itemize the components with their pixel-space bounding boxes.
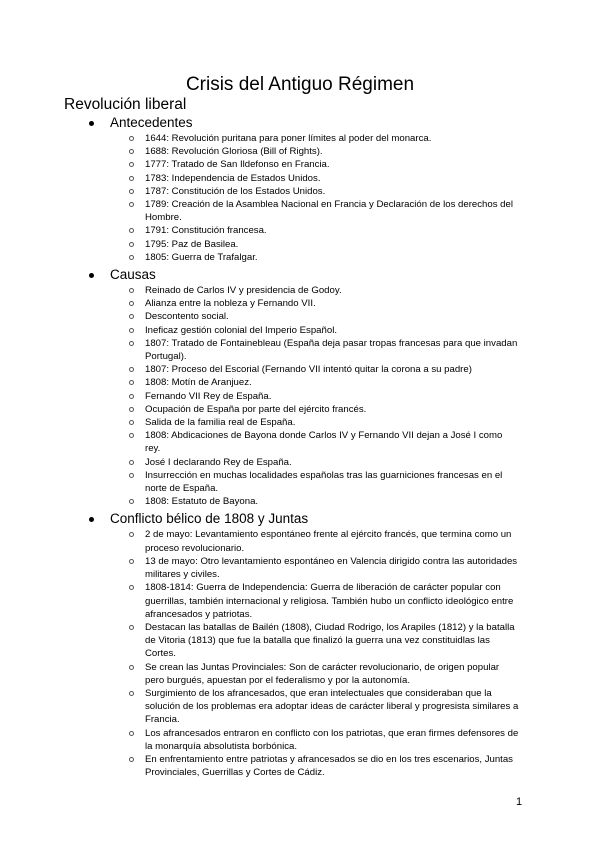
hollow-bullet-icon bbox=[129, 691, 134, 696]
list-item bbox=[0, 727, 520, 753]
outline-section bbox=[0, 114, 600, 264]
list-item bbox=[0, 185, 520, 198]
list-item bbox=[0, 238, 520, 251]
list-item bbox=[0, 172, 520, 185]
list-item-text: 1807: Proceso del Escorial (Fernando VII intentó quitar la corona a su padre) bbox=[145, 364, 472, 376]
list-item bbox=[0, 403, 520, 416]
list-item bbox=[0, 224, 520, 237]
document-title: Crisis del Antiguo Régimen bbox=[185, 74, 415, 95]
sub-list bbox=[0, 528, 600, 779]
bullet-icon bbox=[89, 121, 94, 126]
list-item-text: 1787: Constitución de los Estados Unidos. bbox=[145, 185, 326, 197]
list-item bbox=[0, 310, 520, 323]
list-item bbox=[0, 661, 520, 687]
list-item-text: Salida de la familia real de España. bbox=[145, 417, 296, 429]
hollow-bullet-icon bbox=[129, 242, 134, 247]
outline-section bbox=[0, 266, 600, 508]
hollow-bullet-icon bbox=[129, 473, 134, 478]
hollow-bullet-icon bbox=[129, 731, 134, 736]
section-label: Conflicto bélico de 1808 y Juntas bbox=[110, 511, 309, 527]
list-item-text: 1688: Revolución Gloriosa (Bill of Rights). bbox=[145, 146, 323, 158]
hollow-bullet-icon bbox=[129, 380, 134, 385]
list-item bbox=[0, 416, 520, 429]
list-item bbox=[0, 297, 520, 310]
hollow-bullet-icon bbox=[129, 460, 134, 465]
list-item bbox=[0, 198, 520, 224]
list-item-text: En enfrentamiento entre patriotas y afrancesados se dio en los tres escenarios, Juntas Provinciales, Guerrillas y Cortes de Cádiz. bbox=[145, 753, 513, 779]
list-item-text: 1808: Estatuto de Bayona. bbox=[145, 496, 259, 508]
list-item-text: 2 de mayo: Levantamiento espontáneo frente al ejército francés, que termina como un proceso revolucionario. bbox=[145, 529, 512, 554]
list-item-text: 1783: Independencia de Estados Unidos. bbox=[145, 172, 321, 184]
hollow-bullet-icon bbox=[129, 314, 134, 319]
hollow-bullet-icon bbox=[129, 433, 134, 438]
list-item-text: Insurrección en muchas localidades españolas tras las guarniciones francesas en el norte de España. bbox=[145, 469, 503, 495]
bullet-icon bbox=[89, 517, 94, 522]
hollow-bullet-icon bbox=[129, 328, 134, 333]
hollow-bullet-icon bbox=[129, 228, 134, 233]
list-item bbox=[0, 495, 520, 508]
list-item-text: Descontento social. bbox=[145, 311, 229, 323]
hollow-bullet-icon bbox=[129, 176, 134, 181]
hollow-bullet-icon bbox=[129, 559, 134, 564]
hollow-bullet-icon bbox=[129, 255, 134, 260]
hollow-bullet-icon bbox=[129, 341, 134, 346]
list-item bbox=[0, 145, 520, 158]
list-item bbox=[0, 555, 520, 581]
hollow-bullet-icon bbox=[129, 301, 134, 306]
list-item-text: Ocupación de España por parte del ejército francés. bbox=[145, 403, 367, 415]
list-item-text: Destacan las batallas de Bailén (1808), Ciudad Rodrigo, los Arapiles (1812) y la batalla de Vitoria (1813) que fue la batalla que finalizó la guerra una vez constituidlas las Cortes. bbox=[145, 621, 515, 660]
list-item-text: 1791: Constitución francesa. bbox=[145, 225, 267, 237]
list-item bbox=[0, 687, 520, 727]
list-item bbox=[0, 528, 520, 554]
hollow-bullet-icon bbox=[129, 757, 134, 762]
hollow-bullet-icon bbox=[129, 665, 134, 670]
section-label: Antecedentes bbox=[110, 115, 193, 130]
hollow-bullet-icon bbox=[129, 162, 134, 167]
section-bullet-heading bbox=[0, 510, 600, 528]
list-item-text: 1808: Motín de Aranjuez. bbox=[145, 377, 252, 389]
hollow-bullet-icon bbox=[129, 367, 134, 372]
hollow-bullet-icon bbox=[129, 532, 134, 537]
list-item-text: Ineficaz gestión colonial del Imperio Español. bbox=[145, 324, 337, 336]
list-item-text: 13 de mayo: Otro levantamiento espontáneo en Valencia dirigido contra las autoridades militares y civiles. bbox=[145, 555, 518, 581]
list-item bbox=[0, 363, 520, 376]
bullet-icon bbox=[89, 273, 94, 278]
sub-list bbox=[0, 132, 600, 264]
outline bbox=[0, 114, 600, 781]
list-item bbox=[0, 324, 520, 337]
list-item-text: 1644: Revolución puritana para poner límites al poder del monarca. bbox=[145, 133, 432, 144]
list-item bbox=[0, 581, 520, 621]
section-bullet-heading bbox=[0, 266, 600, 284]
hollow-bullet-icon bbox=[129, 394, 134, 399]
list-item bbox=[0, 456, 520, 469]
list-item-text: 1805: Guerra de Trafalgar. bbox=[145, 251, 258, 263]
list-item bbox=[0, 469, 520, 495]
list-item-text: Los afrancesados entraron en conflicto con los patriotas, que eran firmes defensores de la monarquía absolutista borbónica. bbox=[145, 727, 519, 752]
list-item-text: José I declarando Rey de España. bbox=[145, 456, 292, 468]
section-bullet-heading bbox=[0, 114, 600, 132]
hollow-bullet-icon bbox=[129, 149, 134, 154]
list-item bbox=[0, 376, 520, 389]
list-item bbox=[0, 158, 520, 171]
list-item-text: Fernando VII Rey de España. bbox=[145, 390, 272, 402]
list-item-text: Reinado de Carlos IV y presidencia de Godoy. bbox=[145, 285, 342, 297]
outline-section bbox=[0, 510, 600, 779]
list-item bbox=[0, 251, 520, 264]
page-number: 1 bbox=[516, 796, 523, 808]
hollow-bullet-icon bbox=[129, 407, 134, 412]
hollow-bullet-icon bbox=[129, 499, 134, 504]
hollow-bullet-icon bbox=[129, 420, 134, 425]
list-item bbox=[0, 132, 520, 145]
list-item-text: 1807: Tratado de Fontainebleau (España deja pasar tropas francesas para que invadan Portugal). bbox=[145, 337, 518, 363]
sub-list bbox=[0, 284, 600, 508]
list-item-text: 1795: Paz de Basilea. bbox=[145, 238, 239, 250]
list-item bbox=[0, 429, 520, 455]
hollow-bullet-icon bbox=[129, 136, 134, 141]
list-item-text: Surgimiento de los afrancesados, que eran intelectuales que consideraban que la solución de los problemas era adoptar ideas de carácter liberal y progresista similares a Francia. bbox=[145, 687, 519, 726]
hollow-bullet-icon bbox=[129, 288, 134, 293]
list-item-text: 1808-1814: Guerra de Independencia: Guerra de liberación de carácter popular con guerrillas, también internacional y religiosa. También hubo un conflicto ideológico entre afrancesados y patriotas. bbox=[145, 582, 514, 620]
list-item-text: 1808: Abdicaciones de Bayona donde Carlos IV y Fernando VII dejan a José I como rey. bbox=[145, 430, 503, 455]
hollow-bullet-icon bbox=[129, 202, 134, 207]
hollow-bullet-icon bbox=[129, 585, 134, 590]
hollow-bullet-icon bbox=[129, 189, 134, 194]
list-item-text: Se crean las Juntas Provinciales: Son de carácter revolucionario, de origen popular pero burgués, apuestan por el federalismo y por la autonomía. bbox=[145, 661, 500, 686]
list-item bbox=[0, 621, 520, 661]
list-item bbox=[0, 284, 520, 297]
section-label: Causas bbox=[110, 267, 156, 283]
list-item bbox=[0, 753, 520, 779]
section-heading: Revolución liberal bbox=[64, 96, 187, 113]
list-item bbox=[0, 337, 520, 363]
hollow-bullet-icon bbox=[129, 625, 134, 630]
list-item-text: Alianza entre la nobleza y Fernando VII. bbox=[145, 298, 316, 310]
list-item bbox=[0, 390, 520, 403]
list-item-text: 1789: Creación de la Asamblea Nacional en Francia y Declaración de los derechos del Hombre. bbox=[145, 199, 513, 224]
list-item-text: 1777: Tratado de San Ildefonso en Francia. bbox=[145, 159, 330, 171]
